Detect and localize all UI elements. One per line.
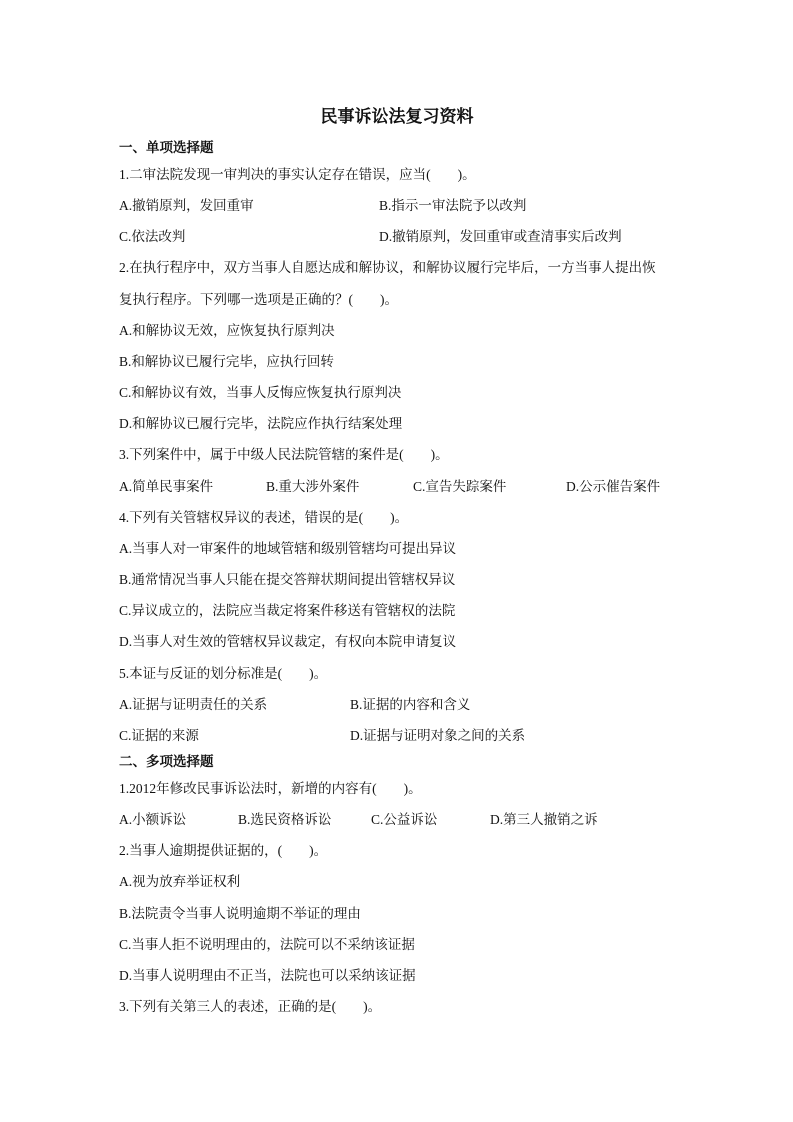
question-stem: 1.2012年修改民事诉讼法时，新增的内容有( )。	[119, 780, 422, 796]
option-c: C.和解协议有效，当事人反悔应恢复执行原判决	[119, 385, 402, 401]
option-a: A.小额诉讼	[119, 812, 187, 828]
option-a: A.当事人对一审案件的地域管辖和级别管辖均可提出异议	[119, 540, 457, 556]
option-c: C.异议成立的，法院应当裁定将案件移送有管辖权的法院	[119, 603, 456, 619]
option-c: C.宣告失踪案件	[413, 478, 507, 494]
question-stem: 3.下列有关第三人的表述，正确的是( )。	[119, 999, 382, 1015]
option-row	[119, 720, 679, 751]
option-c: C.当事人拒不说明理由的，法院可以不采纳该证据	[119, 936, 415, 952]
option-b: B.指示一审法院予以改判	[379, 198, 527, 214]
option-d: D.当事人对生效的管辖权异议裁定，有权向本院申请复议	[119, 634, 457, 650]
option-b: B.重大涉外案件	[266, 478, 360, 494]
document-title: 民事诉讼法复习资料	[320, 107, 474, 126]
option-d: D.撤销原判，发回重审或查清事实后改判	[379, 229, 622, 245]
question-stem: 4.下列有关管辖权异议的表述，错误的是( )。	[119, 509, 409, 525]
question-stem-cont: 复执行程序。下列哪一选项是正确的？( )。	[119, 291, 398, 307]
option-d: D.和解协议已履行完毕，法院应作执行结案处理	[119, 416, 403, 432]
option-a: A.和解协议无效，应恢复执行原判决	[119, 322, 335, 338]
option-c: C.依法改判	[119, 229, 186, 245]
option-row	[119, 190, 679, 221]
option-row	[119, 689, 679, 720]
option-a: A.视为放弃举证权利	[119, 874, 241, 890]
option-b: B.证据的内容和含义	[350, 696, 471, 712]
option-b: B.和解协议已履行完毕，应执行回转	[119, 353, 334, 369]
option-b: B.通常情况当事人只能在提交答辩状期间提出管辖权异议	[119, 572, 456, 588]
option-d: D.当事人说明理由不正当，法院也可以采纳该证据	[119, 967, 416, 983]
option-a: A.简单民事案件	[119, 478, 214, 494]
question-stem: 1.二审法院发现一审判决的事实认定存在错误，应当( )。	[119, 167, 476, 182]
option-a: A.撤销原判，发回重审	[119, 198, 254, 214]
option-a: A.证据与证明责任的关系	[119, 696, 268, 712]
option-row	[119, 804, 679, 835]
option-c: C.证据的来源	[119, 727, 199, 743]
question-stem: 2.当事人逾期提供证据的，( )。	[119, 843, 328, 859]
question-stem: 5.本证与反证的划分标准是( )。	[119, 665, 328, 681]
option-c: C.公益诉讼	[371, 812, 438, 828]
option-d: D.公示催告案件	[566, 478, 661, 494]
document-page	[119, 105, 679, 1022]
section-heading-multiple-choice: 二、多项选择题	[119, 753, 214, 769]
option-b: B.法院责令当事人说明逾期不举证的理由	[119, 905, 361, 921]
section-heading-single-choice: 一、单项选择题	[119, 140, 214, 155]
option-b: B.选民资格诉讼	[238, 812, 332, 828]
option-d: D.第三人撤销之诉	[490, 812, 598, 828]
question-stem: 2.在执行程序中，双方当事人自愿达成和解协议，和解协议履行完毕后，一方当事人提出恢	[119, 260, 656, 276]
option-row	[119, 471, 679, 502]
option-d: D.证据与证明对象之间的关系	[350, 727, 526, 743]
option-row	[119, 221, 679, 252]
question-stem: 3.下列案件中，属于中级人民法院管辖的案件是( )。	[119, 447, 449, 463]
